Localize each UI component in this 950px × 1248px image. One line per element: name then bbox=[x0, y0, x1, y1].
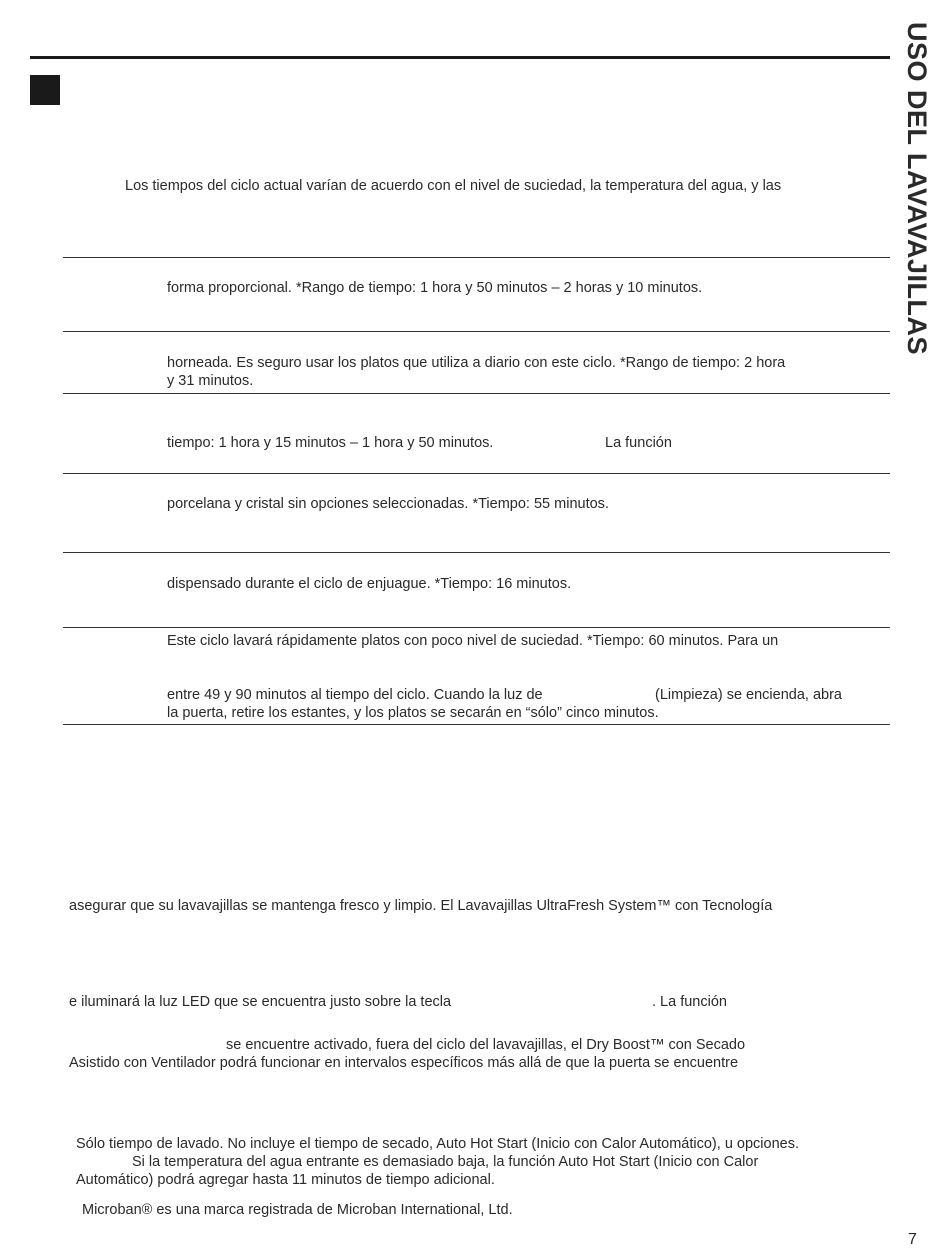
table-rule bbox=[63, 627, 890, 628]
cycle-7-extra: (Limpieza) se encienda, abra bbox=[655, 687, 842, 703]
page-number: 7 bbox=[908, 1231, 917, 1248]
table-rule bbox=[63, 393, 890, 394]
cycle-2-line-1: horneada. Es seguro usar los platos que utiliza a diario con este ciclo. *Rango de tiempo: 2 hora bbox=[167, 355, 786, 371]
footnote-1: Sólo tiempo de lavado. No incluye el tiempo de secado, Auto Hot Start (Inicio con Calor Automático), u opciones. bbox=[76, 1136, 799, 1152]
ultrafresh-line-2b: . La función bbox=[652, 994, 727, 1010]
table-rule bbox=[63, 331, 890, 332]
side-title: USO DEL LAVAVAJILLAS bbox=[902, 22, 932, 356]
table-rule bbox=[63, 257, 890, 258]
cycle-4-line-1: porcelana y cristal sin opciones seleccionadas. *Tiempo: 55 minutos. bbox=[167, 496, 609, 512]
cycle-3-extra: La función bbox=[605, 435, 672, 451]
footnote-3: Automático) podrá agregar hasta 11 minutos de tiempo adicional. bbox=[76, 1172, 495, 1188]
cycle-2-line-2: y 31 minutos. bbox=[167, 373, 254, 389]
cycle-6-line-1: Este ciclo lavará rápidamente platos con poco nivel de suciedad. *Tiempo: 60 minutos. Para un bbox=[167, 633, 779, 649]
section-marker bbox=[30, 75, 60, 105]
cycle-5-line-1: dispensado durante el ciclo de enjuague. *Tiempo: 16 minutos. bbox=[167, 576, 572, 592]
cycle-7-line-1: entre 49 y 90 minutos al tiempo del ciclo. Cuando la luz de bbox=[167, 687, 543, 703]
header-rule bbox=[30, 56, 890, 59]
cycle-7-line-2: la puerta, retire los estantes, y los platos se secarán en “sólo” cinco minutos. bbox=[167, 705, 659, 721]
ultrafresh-line-4: Asistido con Ventilador podrá funcionar en intervalos específicos más allá de que la puerta se encuentre bbox=[69, 1055, 739, 1071]
ultrafresh-line-3: se encuentre activado, fuera del ciclo del lavavajillas, el Dry Boost™ con Secado bbox=[226, 1037, 746, 1053]
footnote-4: Microban® es una marca registrada de Microban International, Ltd. bbox=[82, 1202, 513, 1218]
table-rule bbox=[63, 473, 890, 474]
footnote-2: Si la temperatura del agua entrante es demasiado baja, la función Auto Hot Start (Inicio con Calor bbox=[132, 1154, 759, 1170]
ultrafresh-line-2a: e iluminará la luz LED que se encuentra justo sobre la tecla bbox=[69, 994, 452, 1010]
cycle-1-line-1: forma proporcional. *Rango de tiempo: 1 hora y 50 minutos – 2 horas y 10 minutos. bbox=[167, 280, 703, 296]
cycle-3-line-1: tiempo: 1 hora y 15 minutos – 1 hora y 50 minutos. bbox=[167, 435, 494, 451]
intro-text: Los tiempos del ciclo actual varían de acuerdo con el nivel de suciedad, la temperatura del agua, y las bbox=[125, 178, 782, 194]
ultrafresh-line-1: asegurar que su lavavajillas se mantenga fresco y limpio. El Lavavajillas UltraFresh System™ con Tecnología bbox=[69, 898, 773, 914]
table-rule bbox=[63, 724, 890, 725]
table-rule bbox=[63, 552, 890, 553]
